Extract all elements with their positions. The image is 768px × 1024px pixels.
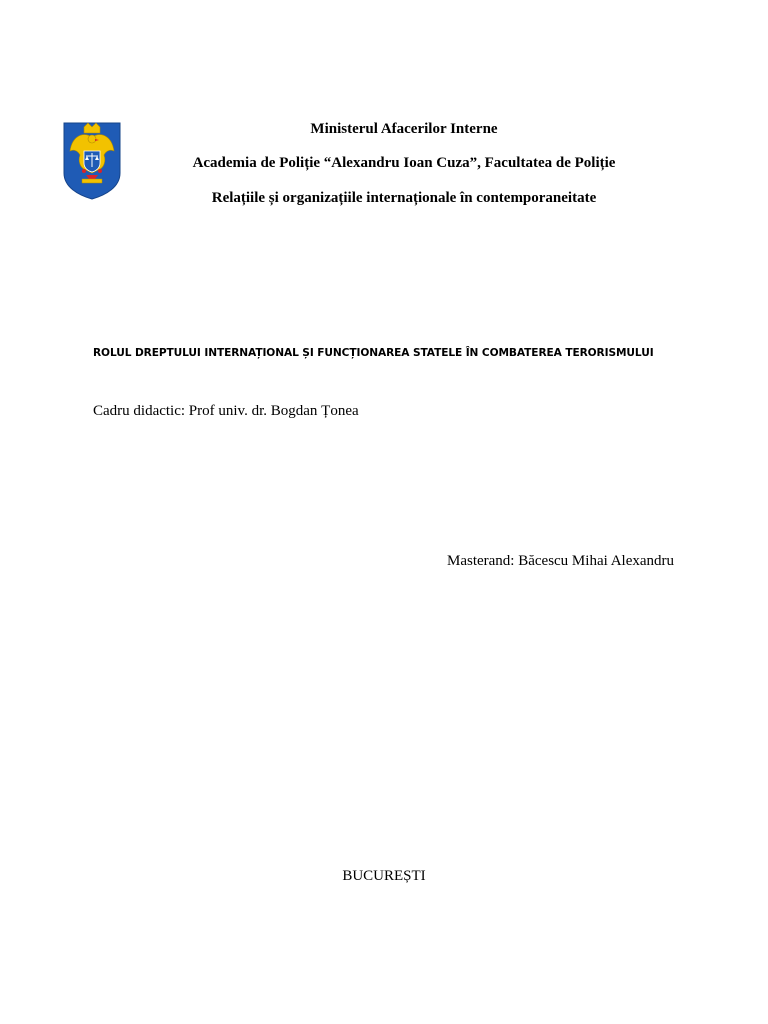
city-line: BUCUREȘTI bbox=[342, 868, 426, 884]
academy-heading: Academia de Poliție “Alexandru Ioan Cuza”, Facultatea de Poliție bbox=[192, 155, 616, 171]
ministry-heading: Ministerul Afacerilor Interne bbox=[310, 121, 498, 137]
document-title: ROLUL DREPTULUI INTERNAȚIONAL ȘI FUNCȚIONAREA STATELE ÎN COMBATEREA TERORISMULUI bbox=[93, 347, 654, 359]
course-heading: Relațiile și organizațiile internaționale în contemporaneitate bbox=[211, 190, 597, 206]
teacher-line: Cadru didactic: Prof univ. dr. Bogdan Țonea bbox=[93, 403, 359, 419]
student-line: Masterand: Băcescu Mihai Alexandru bbox=[446, 553, 674, 569]
